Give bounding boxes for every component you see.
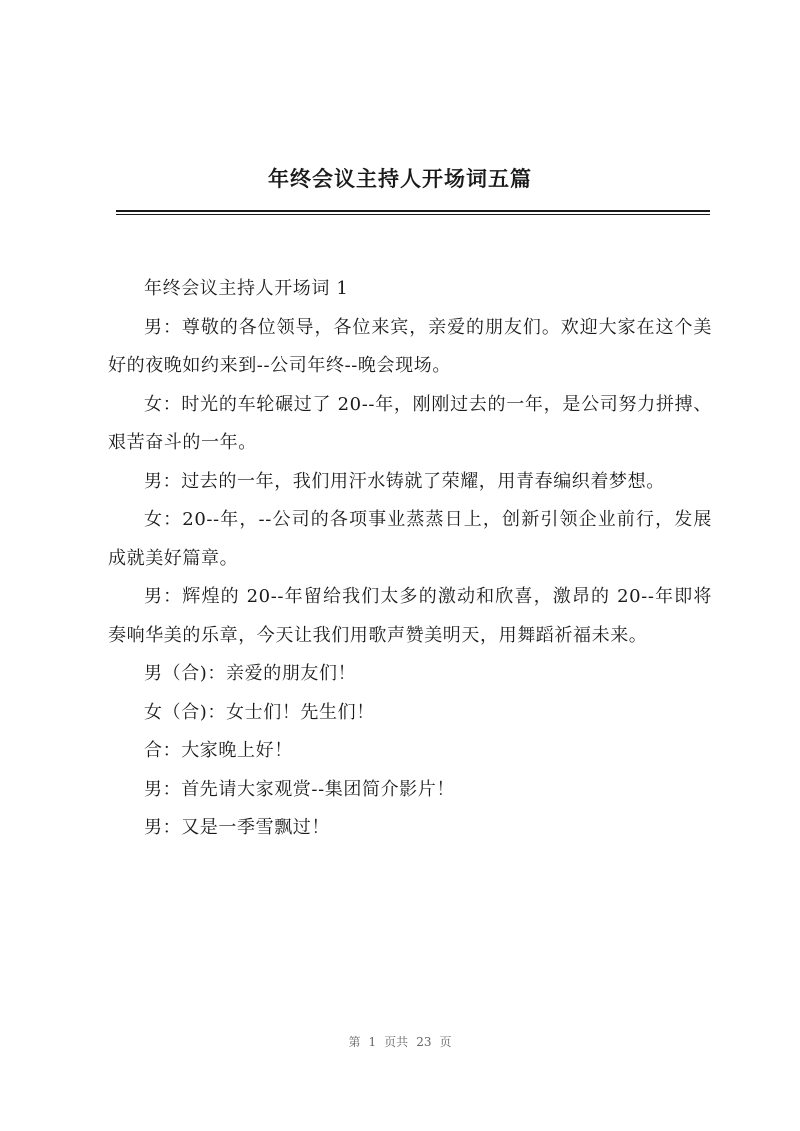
- footer-suffix: 页: [439, 1035, 452, 1049]
- page-number-footer: [0, 1033, 800, 1050]
- document-body: [108, 270, 712, 848]
- paragraph: 男（合)：亲爱的朋友们！: [144, 663, 357, 684]
- paragraph: 男：尊敬的各位领导，各位来宾，亲爱的朋友们。欢迎大家在这个美好的夜晚如约来到--公司年终--晚会现场。: [108, 316, 712, 376]
- footer-middle: 页共: [384, 1035, 409, 1049]
- section-heading: 年终会议主持人开场词 1: [144, 278, 349, 299]
- document-title: 年终会议主持人开场词五篇: [268, 167, 532, 191]
- paragraph: 女：20--年，--公司的各项事业蒸蒸日上，创新引领企业前行，发展成就美好篇章。: [108, 509, 712, 569]
- paragraph: 男：过去的一年，我们用汗水铸就了荣耀，用青春编织着梦想。: [144, 470, 665, 492]
- title-rule-thick: [116, 210, 710, 212]
- footer-total-pages: 23: [416, 1035, 432, 1049]
- paragraph: 男：辉煌的 20--年留给我们太多的激动和欣喜，激昂的 20--年即将奏响华美的乐章，今天让我们用歌声赞美明天，用舞蹈祈福未来。: [108, 586, 712, 646]
- paragraph: 合：大家晚上好！: [144, 740, 293, 761]
- title-rule-thin: [116, 214, 710, 215]
- paragraph: 男：又是一季雪飘过！: [144, 817, 330, 838]
- footer-current-page: 1: [368, 1035, 377, 1049]
- paragraph: 女：时光的车轮碾过了 20--年，刚刚过去的一年，是公司努力拼搏、艰苦奋斗的一年。: [108, 393, 712, 453]
- footer-prefix: 第: [348, 1035, 361, 1049]
- paragraph: 女（合)：女士们！先生们！: [144, 701, 375, 723]
- paragraph: 男：首先请大家观赏--集团简介影片！: [144, 778, 455, 800]
